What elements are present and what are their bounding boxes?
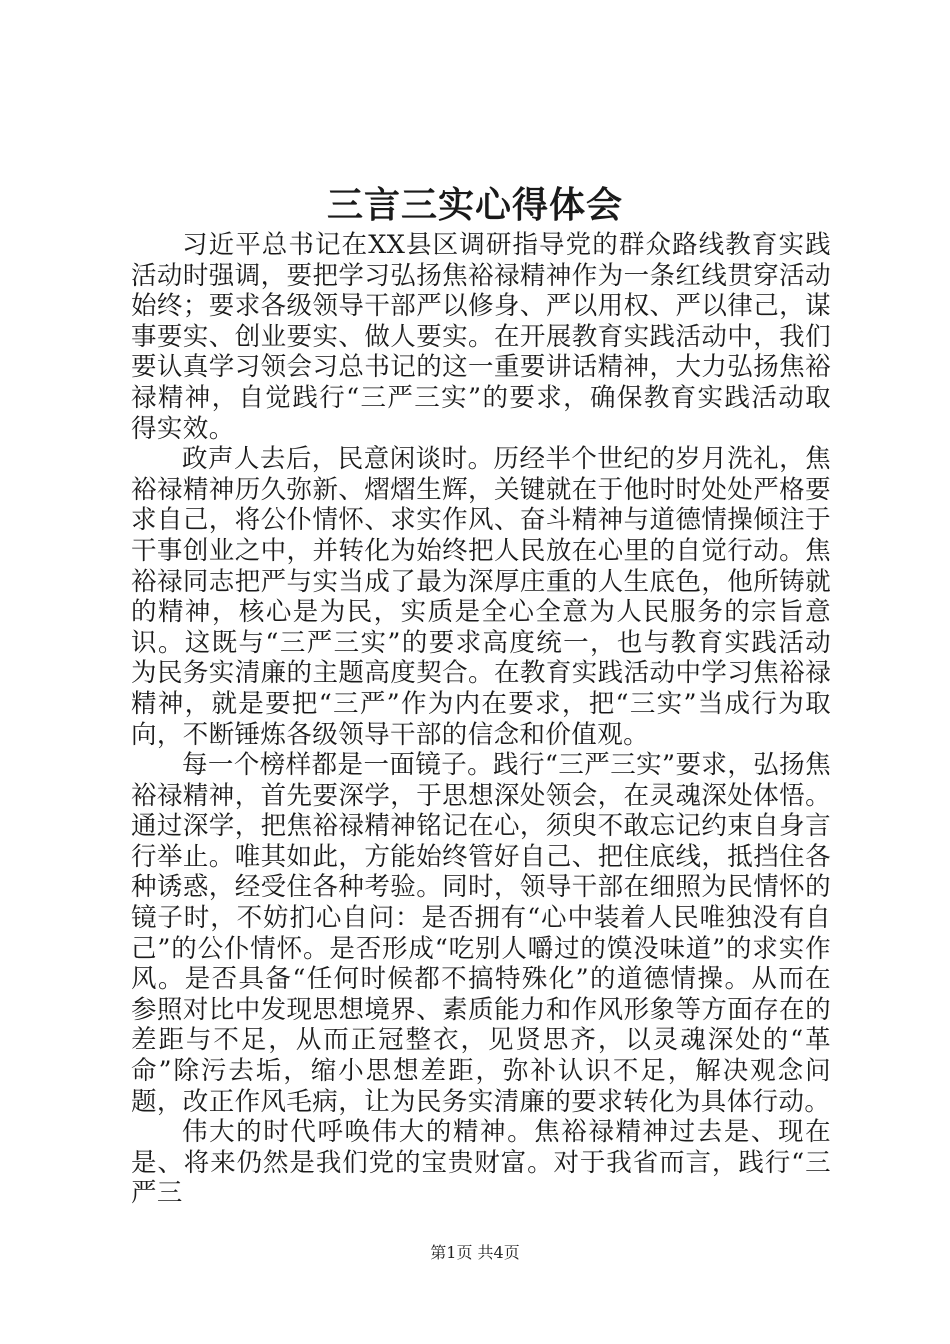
- document-title: 三言三实心得体会: [326, 184, 623, 226]
- paragraph-1: 习近平总书记在XX县区调研指导党的群众路线教育实践活动时强调，要把学习弘扬焦裕禄精神作为一条红线贯穿活动始终；要求各级领导干部严以修身、严以用权、严以律己，谋事要实、创业要实、做人要实。在开展教育实践活动中，我们要认真学习领会习总书记的这一重要讲话精神，大力弘扬焦裕禄精神，自觉践行“三严三实”的要求，确保教育实践活动取得实效。: [131, 230, 831, 444]
- paragraph-2: 政声人去后，民意闲谈时。历经半个世纪的岁月洗礼，焦裕禄精神历久弥新、熠熠生辉，关键就在于他时时处处严格要求自己，将公仆情怀、求实作风、奋斗精神与道德情操倾注于干事创业之中，并转化为始终把人民放在心里的自觉行动。焦裕禄同志把严与实当成了最为深厚庄重的人生底色，他所铸就的精神，核心是为民，实质是全心全意为人民服务的宗旨意识。这既与“三严三实”的要求高度统一，也与教育实践活动为民务实清廉的主题高度契合。在教育实践活动中学习焦裕禄精神，就是要把“三严”作为内在要求，把“三实”当成行为取向，不断锤炼各级领导干部的信念和价值观。: [131, 444, 831, 750]
- paragraph-3: 每一个榜样都是一面镜子。践行“三严三实”要求，弘扬焦裕禄精神，首先要深学，于思想深处领会，在灵魂深处体悟。通过深学，把焦裕禄精神铭记在心，须臾不敢忘记约束自身言行举止。唯其如此，方能始终管好自己、把住底线，抵挡住各种诱惑，经受住各种考验。同时，领导干部在细照为民情怀的镜子时，不妨扪心自问：是否拥有“心中装着人民唯独没有自己”的公仆情怀。是否形成“吃别人嚼过的馍没味道”的求实作风。是否具备“任何时候都不搞特殊化”的道德情操。从而在参照对比中发现思想境界、素质能力和作风形象等方面存在的差距与不足，从而正冠整衣，见贤思齐，以灵魂深处的“革命”除污去垢，缩小思想差距，弥补认识不足，解决观念问题，改正作风毛病，让为民务实清廉的要求转化为具体行动。: [131, 750, 831, 1117]
- page-number-footer: 第1页 共4页: [430, 1243, 520, 1262]
- paragraph-4: 伟大的时代呼唤伟大的精神。焦裕禄精神过去是、现在是、将来仍然是我们党的宝贵财富。对于我省而言，践行“三严三: [131, 1117, 831, 1209]
- document-body: [131, 230, 831, 1209]
